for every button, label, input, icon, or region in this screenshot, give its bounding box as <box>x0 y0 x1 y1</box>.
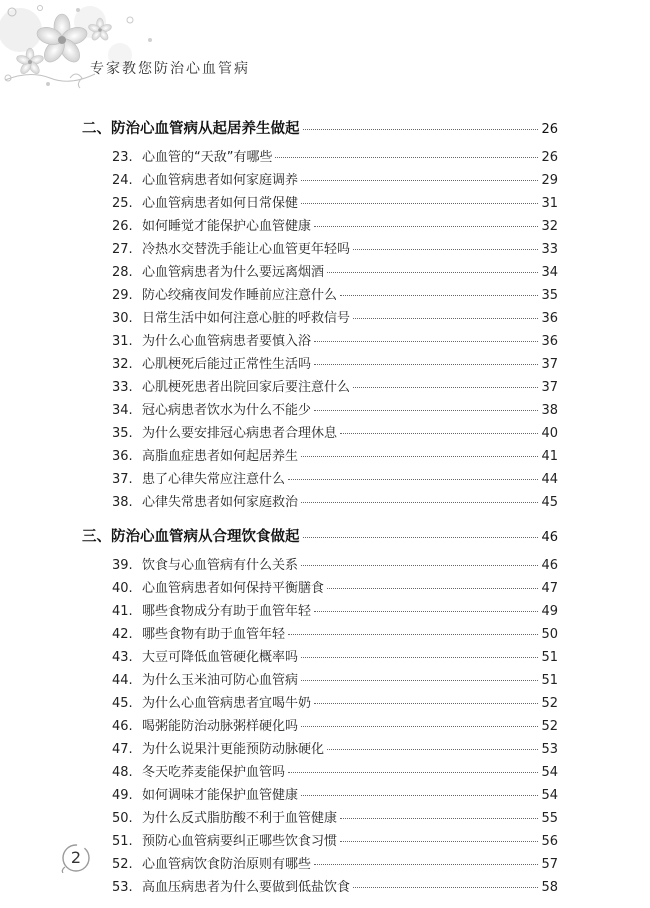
entry-title: 喝粥能防治动脉粥样硬化吗 <box>142 719 299 734</box>
leader-dots <box>301 180 538 181</box>
entry-number: 46. <box>112 719 133 734</box>
leader-dots <box>301 565 538 566</box>
page-number <box>61 843 91 873</box>
book-title: 专家教您防治心血管病 <box>90 61 250 77</box>
leader-dots <box>340 841 538 842</box>
toc-entry[interactable] <box>112 399 558 418</box>
leader-dots <box>301 680 538 681</box>
leader-dots <box>314 226 538 227</box>
entry-number: 26. <box>112 219 133 234</box>
entry-number: 39. <box>112 558 133 573</box>
entry-number: 33. <box>112 380 133 395</box>
toc-entry[interactable] <box>112 738 558 757</box>
leader-dots <box>353 249 538 250</box>
entry-title: 为什么心血管病患者宜喝牛奶 <box>142 696 312 711</box>
entry-number: 27. <box>112 242 133 257</box>
page-header <box>0 0 650 100</box>
toc-entry[interactable] <box>112 192 558 211</box>
entry-title: 为什么反式脂肪酸不利于血管健康 <box>142 811 338 826</box>
leader-dots <box>314 703 538 704</box>
toc-entry[interactable] <box>112 577 558 596</box>
entry-title: 冬天吃荞麦能保护血管吗 <box>142 765 286 780</box>
entry-title: 高血压病患者为什么要做到低盐饮食 <box>142 880 351 895</box>
page-ref: 58 <box>541 880 558 895</box>
entry-number: 25. <box>112 196 133 211</box>
leader-dots <box>288 634 538 635</box>
entry-title: 为什么要安排冠心病患者合理休息 <box>142 426 338 441</box>
page-ref: 41 <box>541 449 558 464</box>
leader-dots <box>314 611 538 612</box>
entry-title: 为什么心血管病患者要慎入浴 <box>142 334 312 349</box>
leader-dots <box>301 795 538 796</box>
entry-number: 50. <box>112 811 133 826</box>
page-ref: 46 <box>541 558 558 573</box>
entry-title: 心血管病患者如何日常保健 <box>142 196 299 211</box>
toc-entry[interactable] <box>112 623 558 642</box>
toc-entry[interactable] <box>112 554 558 573</box>
toc-entry[interactable] <box>112 353 558 372</box>
entry-title: 心血管病饮食防治原则有哪些 <box>142 857 312 872</box>
leader-dots <box>327 588 538 589</box>
page-ref: 57 <box>541 857 558 872</box>
page-ref: 40 <box>541 426 558 441</box>
page-ref: 36 <box>541 334 558 349</box>
entry-number: 28. <box>112 265 133 280</box>
page-ref: 32 <box>541 219 558 234</box>
page-ref: 33 <box>541 242 558 257</box>
page-ref: 49 <box>541 604 558 619</box>
leader-dots <box>301 203 538 204</box>
entry-title: 预防心血管病要纠正哪些饮食习惯 <box>142 834 338 849</box>
leader-dots <box>314 364 538 365</box>
page-ref: 54 <box>541 788 558 803</box>
leader-dots <box>340 433 538 434</box>
page-ref: 46 <box>541 530 558 545</box>
toc-entry[interactable] <box>112 261 558 280</box>
leader-dots <box>288 479 538 480</box>
page-ref: 45 <box>541 495 558 510</box>
entry-title: 为什么玉米油可防心血管病 <box>142 673 299 688</box>
entry-number: 40. <box>112 581 133 596</box>
page-ref: 35 <box>541 288 558 303</box>
leader-dots <box>327 749 538 750</box>
entry-number: 47. <box>112 742 133 757</box>
entry-number: 29. <box>112 288 133 303</box>
toc-entry[interactable] <box>112 330 558 349</box>
toc-entry[interactable] <box>112 669 558 688</box>
toc-entry[interactable] <box>112 169 558 188</box>
leader-dots <box>288 772 538 773</box>
section-heading[interactable] <box>82 525 558 546</box>
leader-dots <box>301 456 538 457</box>
entry-number: 45. <box>112 696 133 711</box>
toc-entry[interactable] <box>112 761 558 780</box>
toc-entry[interactable] <box>112 646 558 665</box>
toc-entry[interactable] <box>112 830 558 849</box>
leader-dots <box>340 295 538 296</box>
page-ref: 44 <box>541 472 558 487</box>
page-ref: 38 <box>541 403 558 418</box>
entry-number: 44. <box>112 673 133 688</box>
leader-dots <box>303 129 539 130</box>
entry-number: 53. <box>112 880 133 895</box>
toc-entry[interactable] <box>112 876 558 895</box>
toc-entry[interactable] <box>112 807 558 826</box>
entry-title: 哪些食物有助于血管年轻 <box>142 627 286 642</box>
entry-number: 24. <box>112 173 133 188</box>
toc-entry[interactable] <box>112 307 558 326</box>
toc-entry[interactable] <box>112 284 558 303</box>
entry-title: 如何调味才能保护血管健康 <box>142 788 299 803</box>
page-ref: 36 <box>541 311 558 326</box>
entry-title: 饮食与心血管病有什么关系 <box>142 558 299 573</box>
page-ref: 37 <box>541 380 558 395</box>
toc-entry[interactable] <box>112 215 558 234</box>
entry-number: 51. <box>112 834 133 849</box>
entry-number: 43. <box>112 650 133 665</box>
entry-number: 49. <box>112 788 133 803</box>
entry-number: 34. <box>112 403 133 418</box>
entry-title: 为什么说果汁更能预防动脉硬化 <box>142 742 325 757</box>
page-ref: 50 <box>541 627 558 642</box>
entry-number: 48. <box>112 765 133 780</box>
page-ref: 51 <box>541 673 558 688</box>
entry-number: 52. <box>112 857 133 872</box>
page-ref: 47 <box>541 581 558 596</box>
leader-dots <box>303 537 539 538</box>
entry-title: 哪些食物成分有助于血管年轻 <box>142 604 312 619</box>
section-title: 二、防治心血管病从起居养生做起 <box>82 121 300 137</box>
leader-dots <box>301 502 538 503</box>
entry-title: 冷热水交替洗手能让心血管更年轻吗 <box>142 242 351 257</box>
page-ref: 29 <box>541 173 558 188</box>
page-ref: 37 <box>541 357 558 372</box>
entry-number: 30. <box>112 311 133 326</box>
toc-entry[interactable] <box>112 238 558 257</box>
leader-dots <box>353 387 538 388</box>
toc-entry[interactable] <box>112 445 558 464</box>
entry-number: 42. <box>112 627 133 642</box>
entry-title: 冠心病患者饮水为什么不能少 <box>142 403 312 418</box>
entry-title: 心肌梗死后能过正常性生活吗 <box>142 357 312 372</box>
page-ref: 52 <box>541 719 558 734</box>
section-title: 三、防治心血管病从合理饮食做起 <box>82 529 300 545</box>
toc-entry[interactable] <box>112 491 558 510</box>
entry-title: 心肌梗死患者出院回家后要注意什么 <box>142 380 351 395</box>
entry-number: 36. <box>112 449 133 464</box>
page-ref: 34 <box>541 265 558 280</box>
entry-number: 38. <box>112 495 133 510</box>
entry-title: 心血管的“天敌”有哪些 <box>142 150 273 165</box>
toc-entry[interactable] <box>112 468 558 487</box>
page-ref: 56 <box>541 834 558 849</box>
entry-title: 大豆可降低血管硬化概率吗 <box>142 650 299 665</box>
entry-number: 37. <box>112 472 133 487</box>
toc-entry[interactable] <box>112 715 558 734</box>
entry-number: 41. <box>112 604 133 619</box>
toc-entry[interactable] <box>112 422 558 441</box>
entry-number: 35. <box>112 426 133 441</box>
toc-entry[interactable] <box>112 376 558 395</box>
leader-dots <box>314 341 538 342</box>
leader-dots <box>353 887 538 888</box>
entry-title: 心血管病患者如何保持平衡膳食 <box>142 581 325 596</box>
page-ref: 51 <box>541 650 558 665</box>
page-ref: 54 <box>541 765 558 780</box>
entry-title: 日常生活中如何注意心脏的呼救信号 <box>142 311 351 326</box>
toc-entry[interactable] <box>112 692 558 711</box>
page-ref: 53 <box>541 742 558 757</box>
page-ref: 52 <box>541 696 558 711</box>
entry-number: 32. <box>112 357 133 372</box>
page-ref: 26 <box>541 150 558 165</box>
leader-dots <box>275 157 538 158</box>
leader-dots <box>314 410 538 411</box>
toc-entry[interactable] <box>112 146 558 165</box>
flower-ornament-icon <box>0 0 260 100</box>
entry-number: 23. <box>112 150 133 165</box>
page-ref: 55 <box>541 811 558 826</box>
leader-dots <box>353 318 538 319</box>
page-ref: 26 <box>541 122 558 137</box>
entry-title: 防心绞痛夜间发作睡前应注意什么 <box>142 288 338 303</box>
toc-entry[interactable] <box>112 853 558 872</box>
leader-dots <box>314 864 538 865</box>
entry-title: 心血管病患者为什么要远离烟酒 <box>142 265 325 280</box>
page-ref: 31 <box>541 196 558 211</box>
leader-dots <box>327 272 538 273</box>
leader-dots <box>340 818 538 819</box>
section-heading[interactable] <box>82 117 558 138</box>
entry-title: 如何睡觉才能保护心血管健康 <box>142 219 312 234</box>
leader-dots <box>301 726 538 727</box>
leader-dots <box>301 657 538 658</box>
page-number-text: 2 <box>70 848 82 867</box>
entry-number: 31. <box>112 334 133 349</box>
toc-entry[interactable] <box>112 600 558 619</box>
entry-title: 高脂血症患者如何起居养生 <box>142 449 299 464</box>
entry-title: 心律失常患者如何家庭救治 <box>142 495 299 510</box>
toc-entry[interactable] <box>112 784 558 803</box>
entry-title: 患了心律失常应注意什么 <box>142 472 286 487</box>
entry-title: 心血管病患者如何家庭调养 <box>142 173 299 188</box>
